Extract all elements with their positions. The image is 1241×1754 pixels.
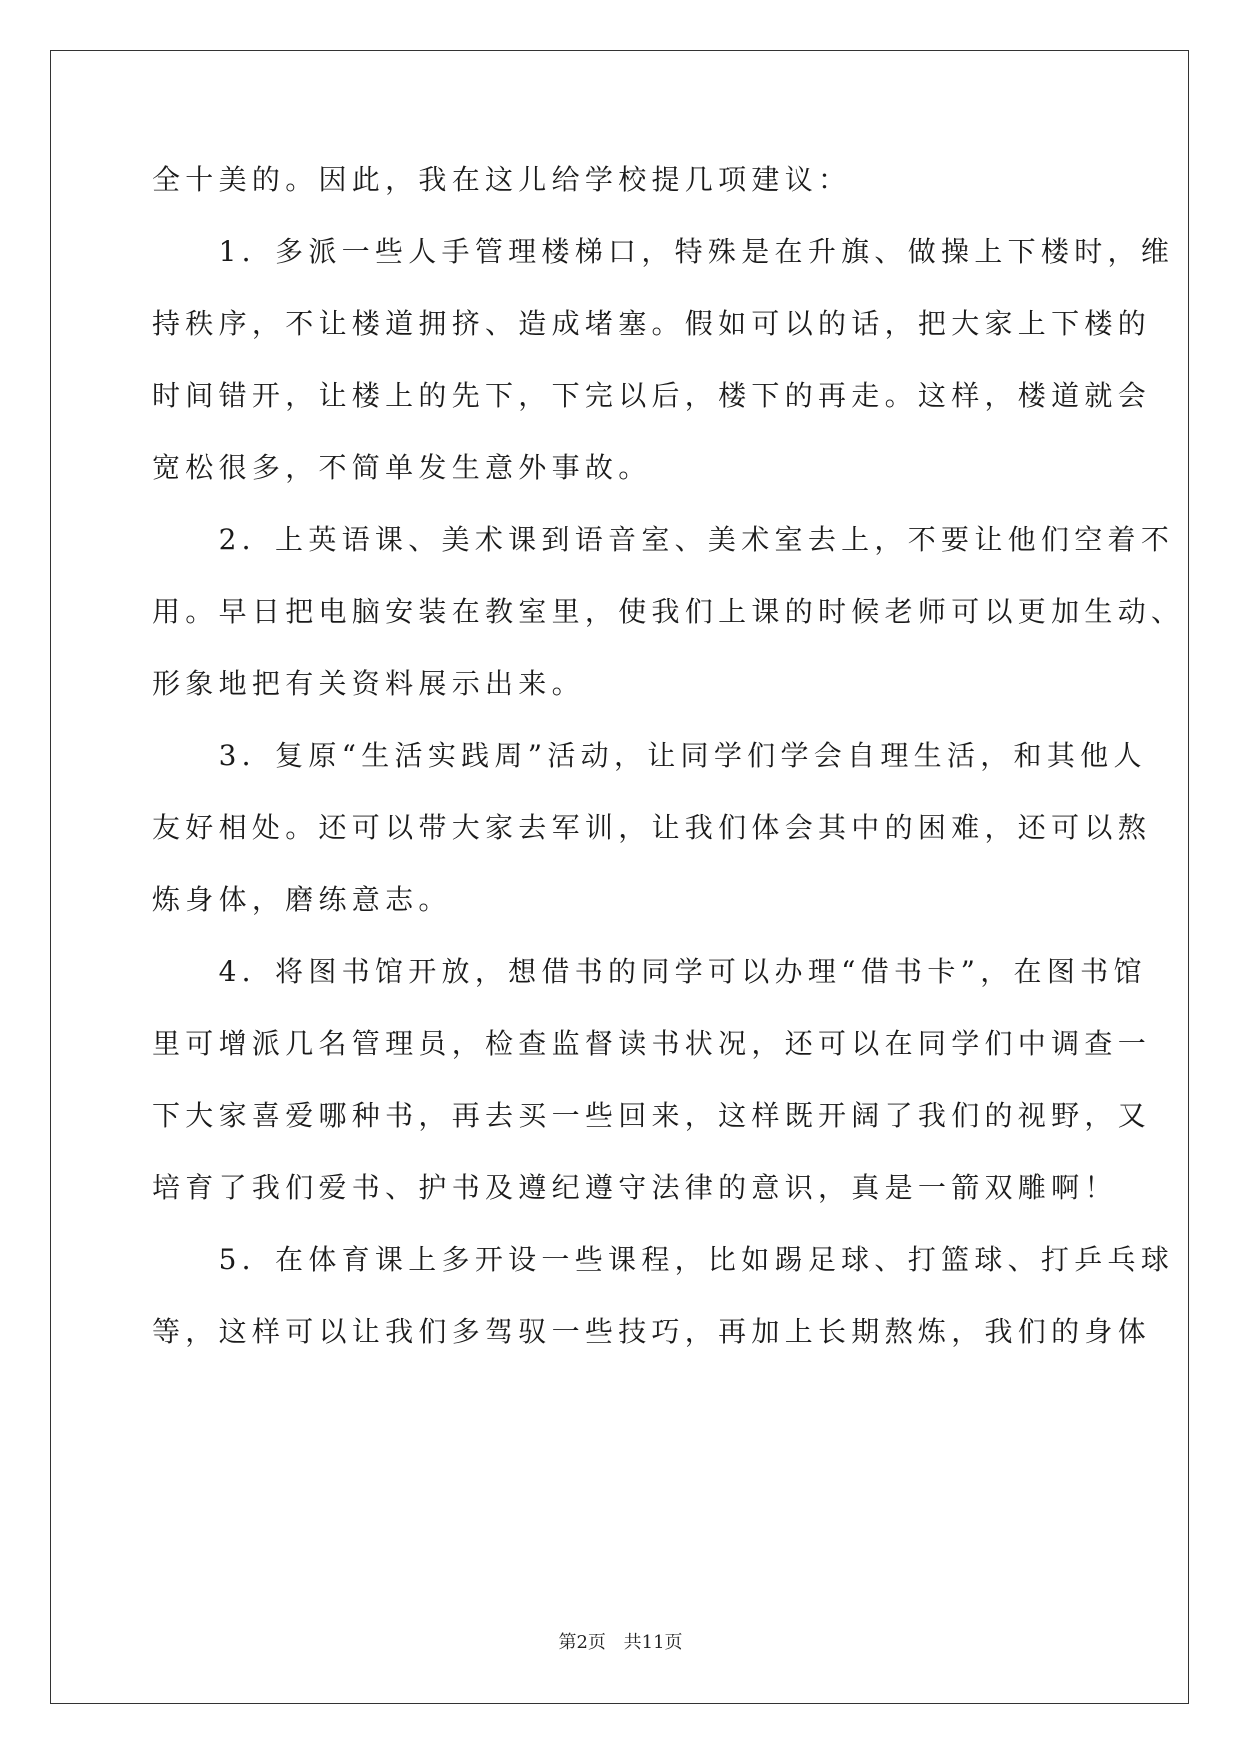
text-line: 全十美的。因此，我在这儿给学校提几项建议：	[152, 163, 852, 196]
text-line: 培育了我们爱书、护书及遵纪遵守法律的意识，真是一箭双雕啊！	[152, 1171, 1118, 1204]
text-line: 2．上英语课、美术课到语音室、美术室去上，不要让他们空着不	[152, 523, 1175, 556]
text-line: 形象地把有关资料展示出来。	[152, 667, 585, 700]
text-line: 用。早日把电脑安装在教室里，使我们上课的时候老师可以更加生动、	[152, 595, 1185, 628]
text-line: 4．将图书馆开放，想借书的同学可以办理“借书卡”，在图书馆	[152, 955, 1147, 988]
text-line: 3．复原“生活实践周”活动，让同学们学会自理生活，和其他人	[152, 739, 1147, 772]
page-border	[50, 50, 1189, 1704]
text-line: 宽松很多，不简单发生意外事故。	[152, 451, 652, 484]
text-line: 1．多派一些人手管理楼梯口，特殊是在升旗、做操上下楼时，维	[152, 235, 1175, 268]
page-number-total: 共11页	[623, 1632, 683, 1653]
text-line: 下大家喜爱哪种书，再去买一些回来，这样既开阔了我们的视野，又	[152, 1099, 1152, 1132]
text-line: 时间错开，让楼上的先下，下完以后，楼下的再走。这样，楼道就会	[152, 379, 1152, 412]
page-footer	[0, 1628, 1241, 1654]
page-number-current: 第2页	[558, 1632, 606, 1653]
text-line: 持秩序，不让楼道拥挤、造成堵塞。假如可以的话，把大家上下楼的	[152, 307, 1152, 340]
text-line: 5．在体育课上多开设一些课程，比如踢足球、打篮球、打乒乓球	[152, 1243, 1175, 1276]
text-line: 里可增派几名管理员，检查监督读书状况，还可以在同学们中调查一	[152, 1027, 1152, 1060]
text-line: 友好相处。还可以带大家去军训，让我们体会其中的困难，还可以熬	[152, 811, 1152, 844]
text-line: 炼身体，磨练意志。	[152, 883, 452, 916]
text-line: 等，这样可以让我们多驾驭一些技巧，再加上长期熬炼，我们的身体	[152, 1315, 1152, 1348]
